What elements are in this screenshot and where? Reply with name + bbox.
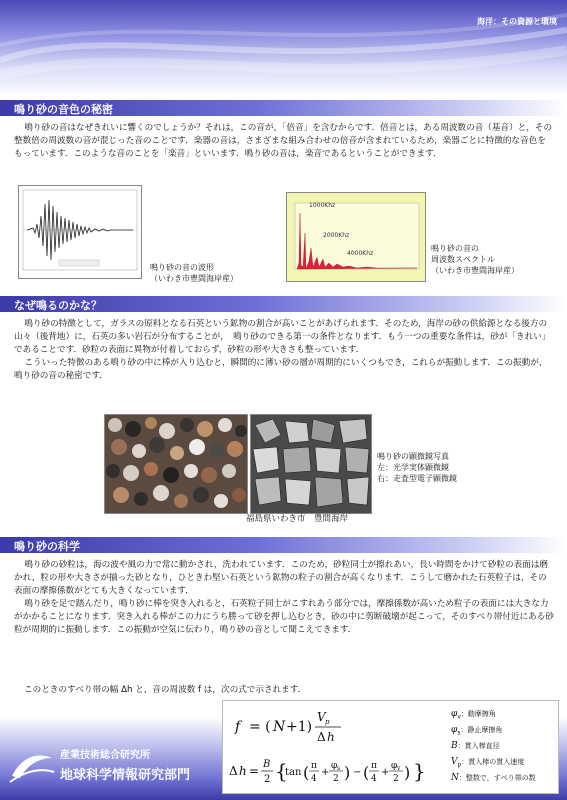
svg-text:p: p: [325, 718, 330, 726]
photo-caption: [377, 451, 457, 484]
waveform-graph: [19, 186, 141, 278]
spectrum-caption: [431, 243, 519, 276]
legend-text: ：貫入棒の貫入速度: [461, 758, 525, 766]
legend-text: ：貫入棒直径: [457, 742, 500, 750]
spectrum-figure: [286, 192, 426, 282]
legend-row: [451, 757, 524, 768]
svg-text:π: π: [371, 761, 377, 771]
svg-text:+: +: [381, 767, 390, 778]
svg-text:Δ: Δ: [317, 730, 326, 744]
svg-text:=: =: [249, 764, 260, 778]
svg-text:+: +: [321, 767, 330, 778]
paragraph: 鳴り砂の砂粒は，海の波や風の力で常に動かされ，洗われています．このため，砂粒同士が擦れあい，長い時間をかけて砂粒の表面は磨かれ，粒の形や大きさが揃った砂となり，ひときわ堅い石英という鉱物の粒子の割合が高くなります．こうして磨かれた石英粒子は，その表面の摩擦係数がとても大きくなっています．: [14, 560, 549, 596]
svg-text:Δ: Δ: [229, 764, 238, 778]
footer-org-line2: 地球科学情報研究部門: [60, 768, 191, 783]
section2-text: [14, 318, 554, 383]
photo-location-label: 福島県いわき市 豊間海岸: [246, 514, 349, 524]
caption-line: 左：光学実体顕微鏡: [377, 463, 449, 472]
svg-text:tan: tan: [285, 767, 302, 778]
legend-sub: v: [457, 714, 461, 721]
svg-text:(: (: [303, 763, 310, 782]
svg-text:2: 2: [393, 774, 399, 784]
formula-intro-text: このときのすべり帯の幅 Δh と，音の周波数 f は，次の式で示されます．: [24, 685, 307, 695]
caption-line: 周波数スペクトル: [431, 255, 495, 264]
legend-row: [451, 741, 500, 752]
legend-text: ：動摩擦角: [460, 710, 496, 718]
legend-sub: p: [457, 762, 462, 769]
section-title: なぜ鳴るのかな？: [14, 299, 102, 312]
caption-line: （いわき市豊間海岸産）: [431, 266, 519, 275]
legend-text: ：静止摩擦角: [460, 726, 503, 734]
section-bar-3: [0, 537, 567, 553]
legend-symbol: φ: [451, 709, 458, 719]
legend-symbol: N: [451, 773, 459, 783]
svg-text:): ): [404, 763, 411, 782]
caption-line: 右：走査型電子顕微鏡: [377, 474, 457, 483]
svg-text:{: {: [275, 759, 288, 783]
svg-text:4: 4: [311, 774, 317, 784]
waveform-caption: [150, 262, 238, 284]
svg-text:4: 4: [371, 774, 377, 784]
section-bar-2: [0, 296, 567, 312]
header-waves: [0, 0, 567, 96]
svg-text:B: B: [263, 759, 271, 770]
legend-row: [451, 709, 496, 720]
svg-text:v: v: [397, 765, 401, 772]
svg-text:V: V: [317, 710, 326, 724]
svg-text:): ): [344, 763, 351, 782]
paragraph: 鳴り砂を足で踏んだり，鳴り砂に棒を突き入れると，石英粒子同士がこすれあう部分では，摩擦係数が高いため粒子の表面には大きな力がかかることになります．突き入れる棒がこの力にうち勝って砂を押し込むとき，砂の中に剪断破壊が起こって，そのすべり帯付近にある砂粒が周期的に振動します．この振動が空気に伝わり，鳴り砂の音として聞こえてきます．: [14, 599, 554, 635]
legend-symbol: B: [451, 741, 458, 751]
section3-text: [14, 559, 554, 637]
svg-text:−: −: [353, 767, 362, 778]
footer-org-line1: 産業技術総合研究所: [60, 750, 150, 761]
section-title: 鳴り砂の科学: [14, 540, 80, 553]
svg-text:2: 2: [333, 774, 339, 784]
svg-text:φ: φ: [391, 761, 398, 771]
svg-text:}: }: [413, 759, 426, 783]
svg-text:π: π: [311, 761, 317, 771]
formula-intro: [24, 684, 564, 697]
legend-sub: s: [457, 730, 461, 737]
optical-photo-grains: [105, 415, 247, 513]
sem-photo-grains: [251, 415, 371, 513]
svg-text:h: h: [239, 764, 247, 778]
section-bar-1: [0, 100, 567, 116]
spectrum-graph: [287, 193, 425, 281]
caption-line: 鳴り砂の顕微鏡写真: [377, 452, 449, 461]
formula-box: [222, 700, 559, 794]
caption-line: （いわき市豊間海岸産）: [150, 274, 238, 283]
institute-logo-icon: [8, 748, 56, 784]
paragraph: 鳴り砂の音はなぜきれいに響くのでしょうか？それは，この音が，「倍音」を含むからです．倍音とは，ある周波数の音（基音）と，その整数倍の周波数の音が混じった音のことです．楽器の音は，さまざまな組み合わせの倍音が含まれているため，楽器ごとに特徴的な音色をもっています．このような音のことを「楽音」といいます．鳴り砂の音は，楽音であるということができます．: [14, 123, 553, 159]
paragraph: 鳴り砂の特徴として，ガラスの原料となる石英という鉱物の割合が高いことがあげられます．そのため，海岸の砂の供給源となる後方の山々（後背地）に，石英の多い岩石が分布することが， 鳴り砂のできる第一の条件となります．もう一つの重要な条件は，砂が「きれい」であることです．砂粒の表面に異物が付着しておらず，砂粒の形や大きさも整っています．: [14, 319, 551, 355]
sem-photo: [250, 414, 372, 514]
svg-text:= (: = (: [249, 719, 271, 735]
formula-equations: [223, 701, 443, 793]
optical-photo: [104, 414, 248, 514]
caption-line: 鳴り砂の音の波形: [150, 263, 214, 272]
svg-text:1000Khz: 1000Khz: [309, 202, 336, 209]
svg-text:+1): +1): [286, 719, 313, 735]
svg-text:f: f: [235, 719, 241, 735]
legend-symbol: φ: [451, 725, 458, 735]
waveform-figure: [18, 185, 142, 279]
svg-text:s: s: [337, 765, 341, 772]
caption-line: 鳴り砂の音の: [431, 244, 479, 253]
svg-text:φ: φ: [331, 761, 338, 771]
svg-text:h: h: [327, 730, 335, 744]
legend-row: [451, 725, 502, 736]
paragraph: こういった特徴のある鳴り砂の中に棒が入り込むと，瞬間的に薄い砂の層が周期的にいくつもでき，これらが振動します．この振動が，鳴り砂の音の秘密です．: [14, 358, 548, 381]
section1-text: [14, 122, 554, 161]
svg-text:2: 2: [264, 774, 271, 785]
legend-text: ：整数で，すべり帯の数: [458, 774, 536, 782]
svg-text:N: N: [273, 719, 286, 735]
svg-text:(: (: [363, 763, 370, 782]
legend-row: [451, 773, 536, 784]
svg-text:4000Khz: 4000Khz: [347, 250, 374, 257]
legend-symbol: V: [451, 757, 458, 767]
svg-text:2000Khz: 2000Khz: [323, 232, 350, 239]
header-tag: 海洋：その資源と環境: [477, 17, 557, 26]
section-title: 鳴り砂の音色の秘密: [14, 103, 113, 116]
